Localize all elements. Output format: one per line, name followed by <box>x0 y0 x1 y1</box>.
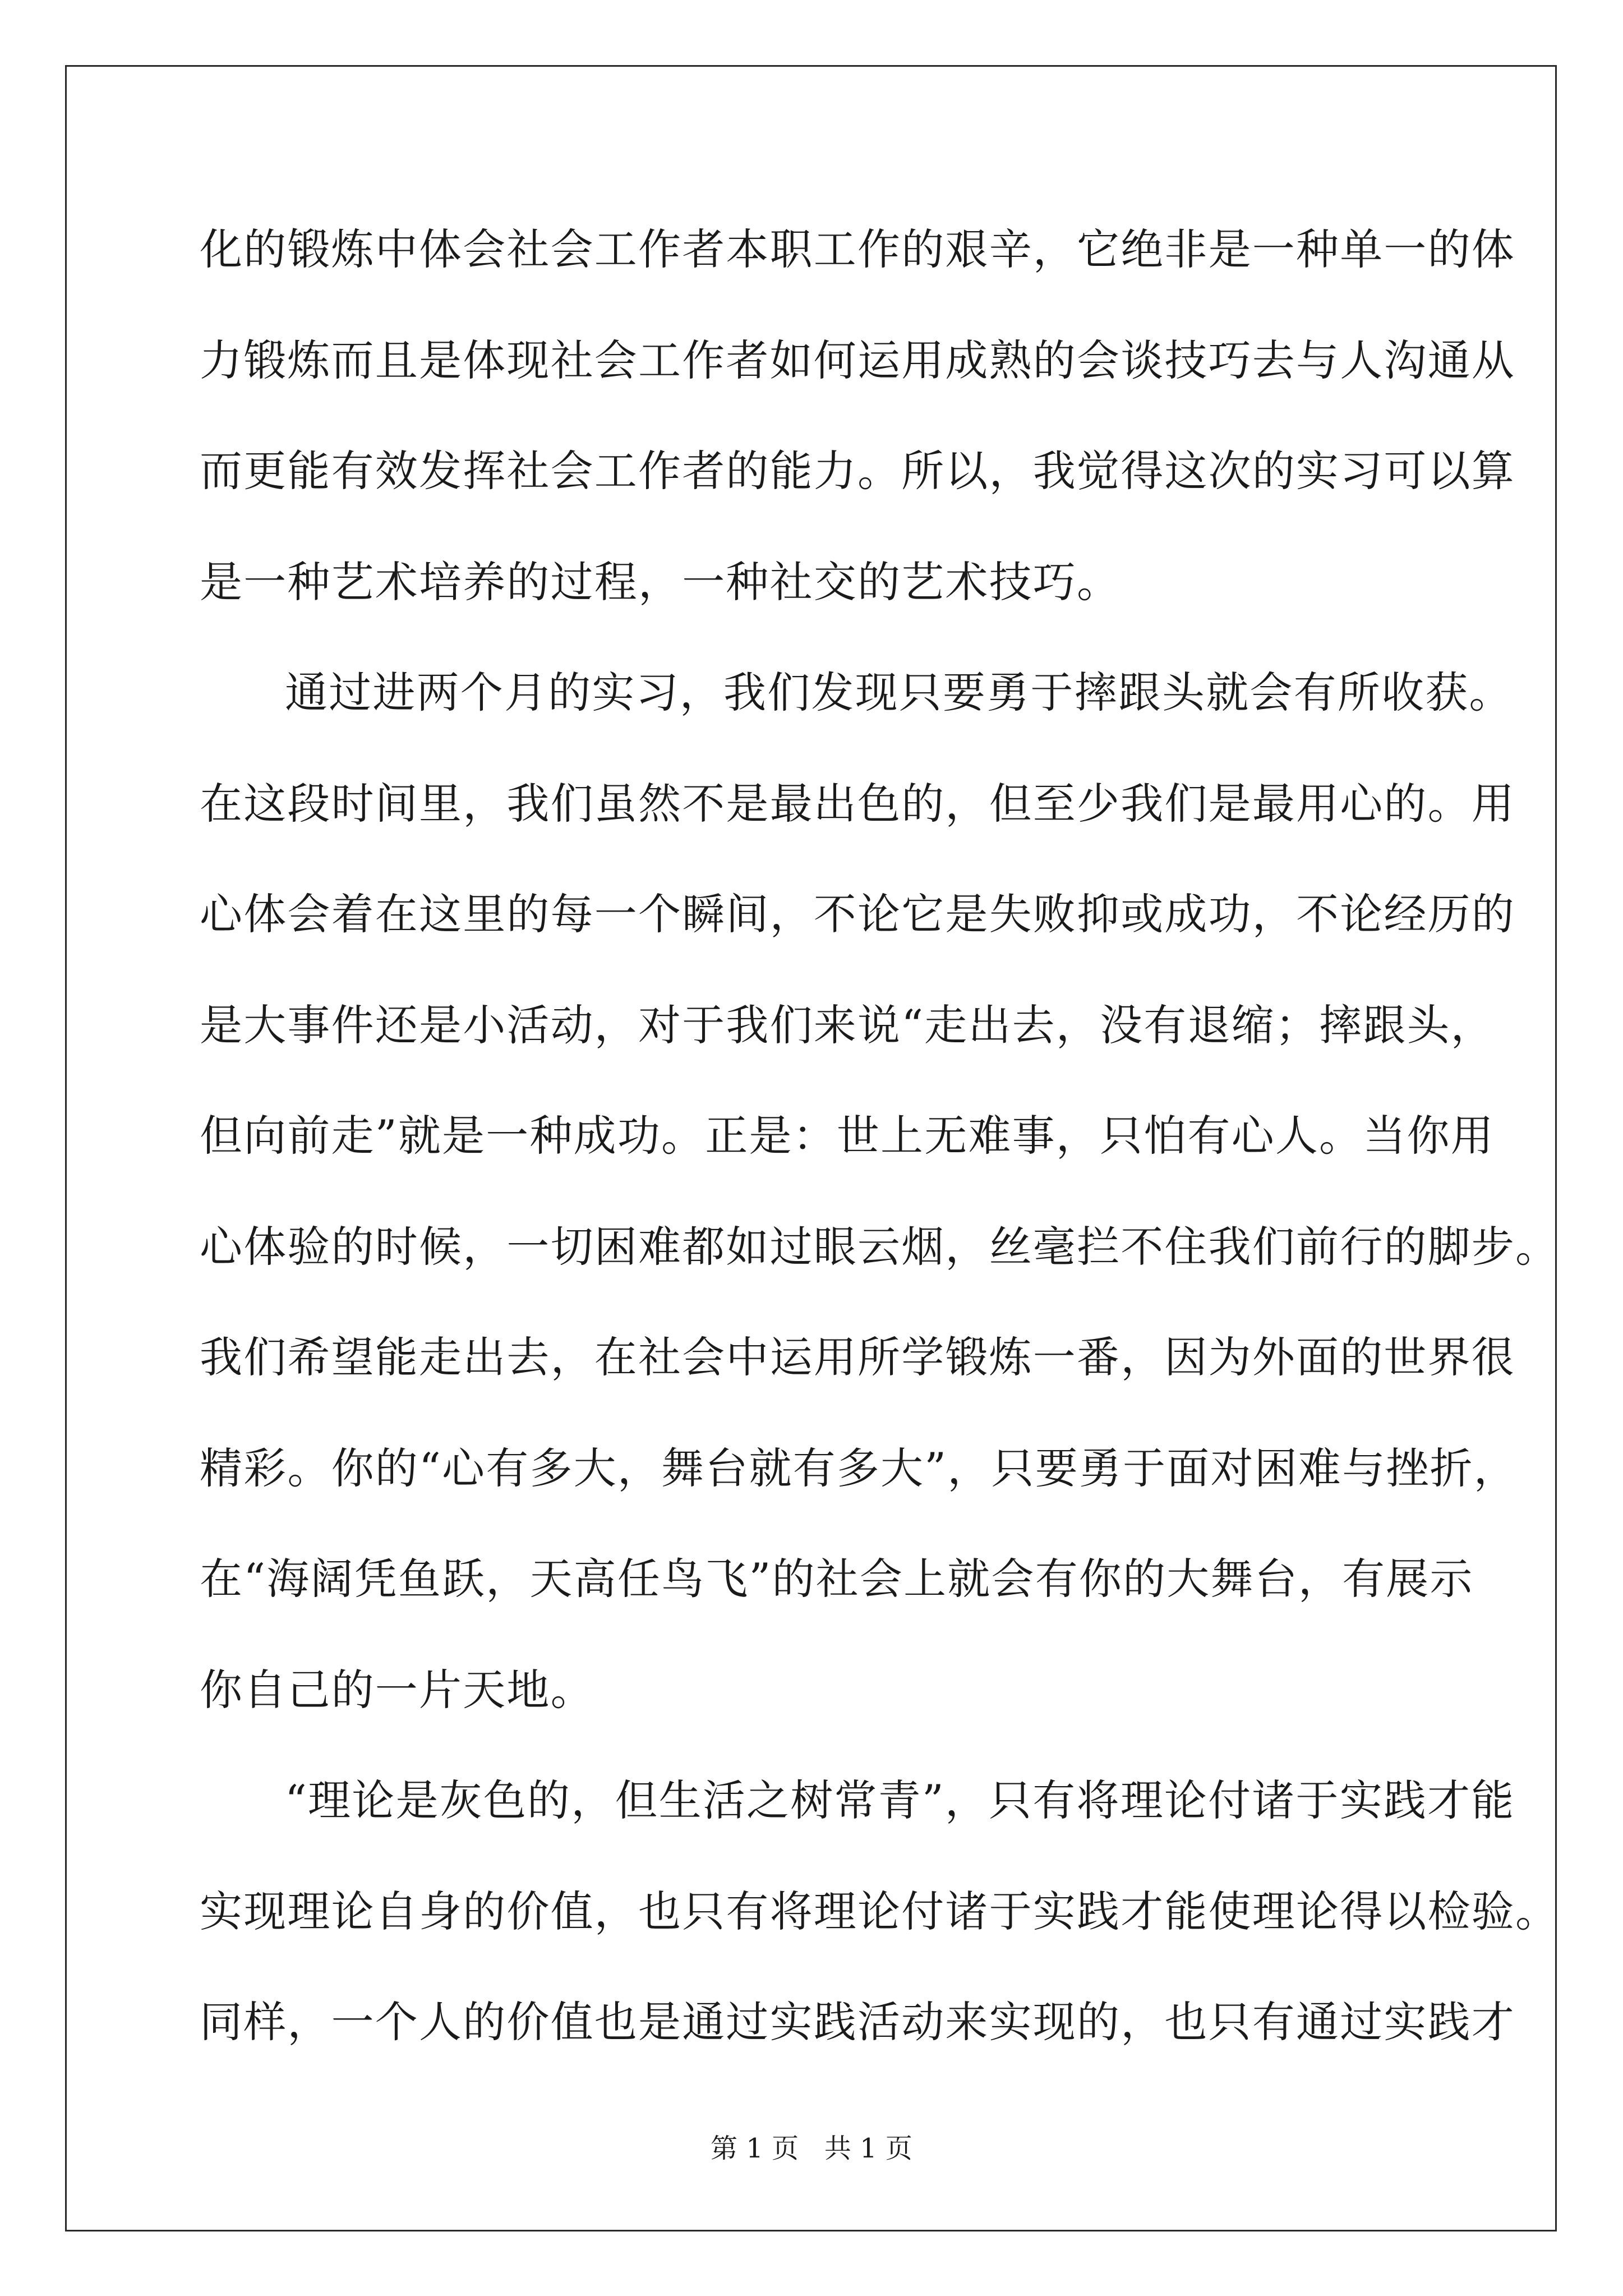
body-line: 实现理论自身的价值，也只有将理论付诸于实践才能使理论得以检验。 <box>200 1886 1560 1936</box>
body-line: 精彩。你的“心有多大，舞台就有多大”，只要勇于面对困难与挫折， <box>200 1443 1518 1493</box>
body-line: 而更能有效发挥社会工作者的能力。所以，我觉得这次的实习可以算 <box>200 446 1515 496</box>
body-line: 心体会着在这里的每一个瞬间，不论它是失败抑或成功，不论经历的 <box>200 889 1515 939</box>
body-line: 心体验的时候，一切困难都如过眼云烟，丝毫拦不住我们前行的脚步。 <box>200 1221 1560 1272</box>
paragraph-start-line: 通过进两个月的实习，我们发现只要勇于摔跟头就会有所收获。 <box>285 668 1513 717</box>
page-number-footer: 第 1 页 共 1 页 <box>711 2133 912 2164</box>
body-line: 是大事件还是小活动，对于我们来说“走出去，没有退缩；摔跟头， <box>200 1000 1495 1050</box>
body-line: 我们希望能走出去，在社会中运用所学锻炼一番，因为外面的世界很 <box>200 1332 1515 1382</box>
body-line: 力锻炼而且是体现社会工作者如何运用成熟的会谈技巧去与人沟通从 <box>200 335 1515 385</box>
body-line: 在这段时间里，我们虽然不是最出色的，但至少我们是最用心的。用 <box>200 778 1515 829</box>
body-line: 你自己的一片天地。 <box>200 1664 594 1715</box>
body-line: 是一种艺术培养的过程，一种社交的艺术技巧。 <box>200 556 1121 607</box>
body-line: 化的锻炼中体会社会工作者本职工作的艰辛，它绝非是一种单一的体 <box>200 224 1515 274</box>
body-line: 在“海阔凭鱼跃，天高任鸟飞”的社会上就会有你的大舞台，有展示 <box>200 1554 1474 1604</box>
document-body <box>200 220 1560 2104</box>
body-line: 同样，一个人的价值也是通过实践活动来实现的，也只有通过实践才 <box>200 1997 1515 2047</box>
paragraph-start-line: “理论是灰色的，但生活之树常青”，只有将理论付诸于实践才能 <box>285 1775 1515 1825</box>
body-line: 但向前走”就是一种成功。正是：世上无难事，只怕有心人。当你用 <box>200 1111 1495 1161</box>
